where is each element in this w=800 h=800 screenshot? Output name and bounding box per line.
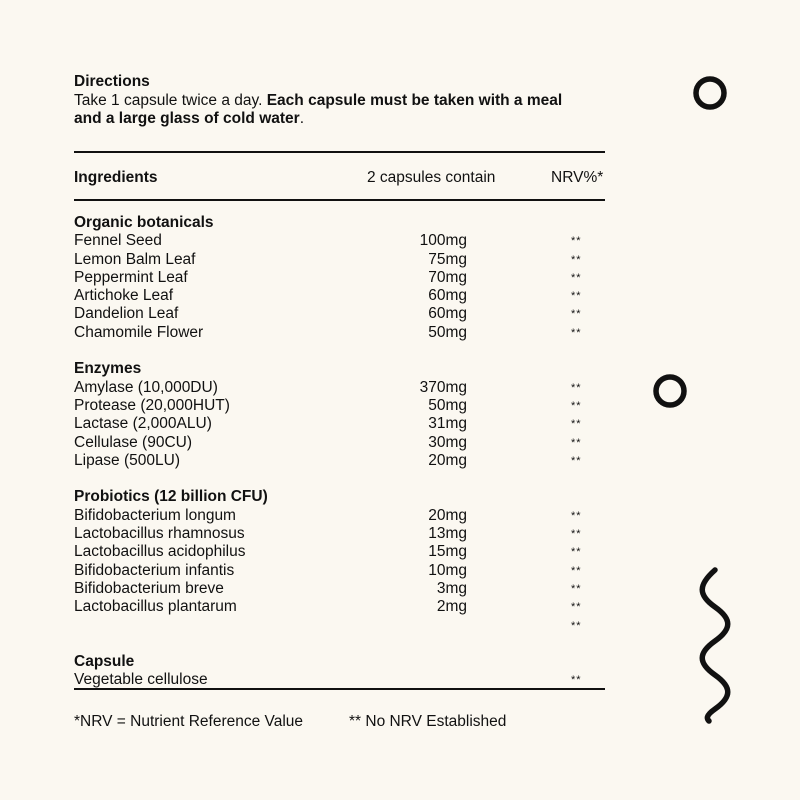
directions-emphasis: Each capsule must be taken with a meal and a large glass of cold water — [74, 91, 563, 127]
section-title: Organic botanicals — [74, 214, 214, 231]
ingredient-row — [74, 671, 605, 689]
ingredient-nrv: ** — [571, 436, 582, 449]
bottom-divider — [74, 688, 605, 690]
ingredient-row — [74, 269, 605, 287]
ingredient-row — [74, 598, 605, 616]
ingredient-nrv: ** — [571, 290, 582, 303]
ingredient-nrv: ** — [571, 546, 582, 559]
ingredient-nrv: ** — [571, 619, 582, 632]
ingredient-row — [74, 305, 605, 323]
directions-title: Directions — [74, 73, 150, 90]
ingredient-row — [74, 415, 605, 433]
ingredient-nrv: ** — [571, 454, 582, 467]
ingredient-name: Fennel Seed — [74, 232, 162, 250]
ingredients-table — [74, 214, 605, 690]
ingredient-amount: 30mg — [428, 433, 467, 451]
ingredient-row — [74, 324, 605, 342]
ingredient-amount: 100mg — [419, 232, 467, 250]
ingredient-name: Amylase (10,000DU) — [74, 378, 218, 396]
ingredient-row — [74, 525, 605, 543]
ingredient-nrv: ** — [571, 326, 582, 339]
ingredient-name: Protease (20,000HUT) — [74, 396, 230, 414]
ingredient-name: Lactase (2,000ALU) — [74, 415, 212, 433]
ingredient-amount: 15mg — [428, 543, 467, 561]
header-nrv: NRV%* — [551, 169, 604, 186]
ingredient-nrv: ** — [571, 271, 582, 284]
ingredient-amount: 70mg — [428, 268, 467, 286]
ingredient-nrv: ** — [571, 253, 582, 266]
ingredient-name: Bifidobacterium infantis — [74, 561, 235, 579]
directions-block — [74, 73, 574, 129]
section-title: Probiotics (12 billion CFU) — [74, 488, 268, 506]
ingredient-row — [74, 379, 605, 397]
ingredient-nrv: ** — [571, 235, 582, 248]
ingredient-nrv: ** — [571, 582, 582, 595]
section-gap — [74, 470, 605, 488]
section-title: Capsule — [74, 653, 135, 671]
ingredient-nrv: ** — [571, 674, 582, 687]
ingredient-amount: 2mg — [436, 598, 467, 616]
ingredient-amount: 20mg — [428, 451, 467, 469]
ingredient-row — [74, 617, 605, 635]
ingredient-nrv: ** — [571, 381, 582, 394]
ingredient-name: Cellulase (90CU) — [74, 433, 193, 451]
directions-text: Take 1 capsule twice a day. — [74, 91, 267, 109]
ingredient-amount: 75mg — [428, 250, 467, 268]
ingredient-nrv: ** — [571, 308, 582, 321]
ingredient-name: Peppermint Leaf — [74, 268, 188, 286]
ingredient-amount: 10mg — [428, 561, 467, 579]
ingredient-row — [74, 397, 605, 415]
section-gap — [74, 342, 605, 360]
section-gap — [74, 635, 605, 653]
ingredient-name: Lemon Balm Leaf — [74, 250, 196, 268]
ingredient-name: Artichoke Leaf — [74, 287, 174, 305]
ingredient-row — [74, 507, 605, 525]
ingredient-name: Bifidobacterium breve — [74, 579, 224, 597]
ingredient-amount: 13mg — [428, 525, 467, 543]
ingredient-row — [74, 562, 605, 580]
header-ingredients: Ingredients — [74, 169, 158, 186]
ingredient-amount: 20mg — [428, 506, 467, 524]
ingredient-row — [74, 543, 605, 561]
ring-icon — [690, 73, 730, 113]
ingredient-amount: 50mg — [428, 396, 467, 414]
ingredient-nrv: ** — [571, 399, 582, 412]
header-divider — [74, 199, 605, 201]
ingredient-nrv: ** — [571, 601, 582, 614]
ingredient-amount: 370mg — [419, 378, 467, 396]
ingredient-row — [74, 232, 605, 250]
section-title: Enzymes — [74, 360, 142, 378]
ingredient-name: Bifidobacterium longum — [74, 506, 236, 524]
ingredient-row — [74, 287, 605, 305]
ingredient-row — [74, 434, 605, 452]
directions-end: . — [299, 110, 304, 127]
ingredient-name: Lactobacillus acidophilus — [74, 543, 246, 561]
ingredient-name: Vegetable cellulose — [74, 671, 208, 689]
header-amount: 2 capsules contain — [367, 169, 496, 186]
ingredient-name: Chamomile Flower — [74, 323, 204, 341]
ingredient-name: Lipase (500LU) — [74, 451, 180, 469]
ingredient-amount: 60mg — [428, 287, 467, 305]
ingredient-row — [74, 251, 605, 269]
ingredient-nrv: ** — [571, 509, 582, 522]
ingredient-nrv: ** — [571, 418, 582, 431]
footnote-nrv-definition: *NRV = Nutrient Reference Value — [74, 713, 304, 730]
ingredient-amount: 3mg — [436, 579, 467, 597]
ingredient-amount: 50mg — [428, 323, 467, 341]
ingredient-nrv: ** — [571, 564, 582, 577]
ring-icon — [650, 372, 690, 412]
ingredient-row — [74, 580, 605, 598]
ingredient-name: Lactobacillus rhamnosus — [74, 525, 245, 543]
ingredient-amount: 60mg — [428, 305, 467, 323]
ingredient-row — [74, 452, 605, 470]
ingredient-name: Dandelion Leaf — [74, 305, 179, 323]
squiggle-icon — [695, 565, 735, 725]
top-divider — [74, 151, 605, 153]
ingredient-amount: 31mg — [428, 415, 467, 433]
footnote-no-nrv: ** No NRV Established — [349, 713, 507, 730]
ingredient-name: Lactobacillus plantarum — [74, 598, 237, 616]
ingredient-nrv: ** — [571, 528, 582, 541]
